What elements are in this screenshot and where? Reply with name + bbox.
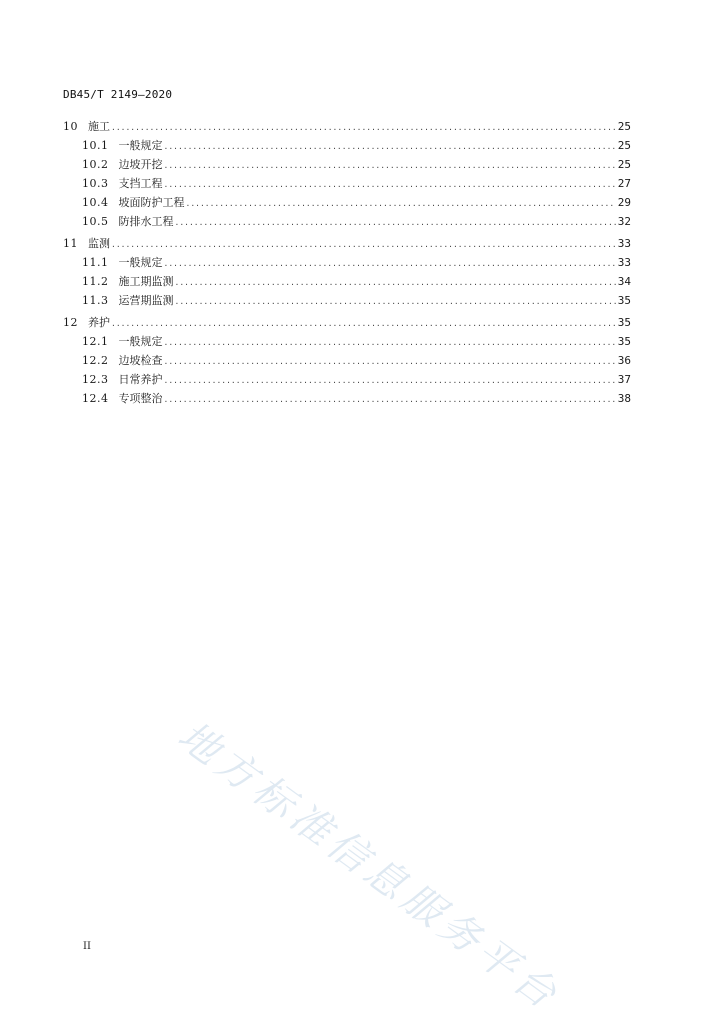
toc-chapter-title: 养护 xyxy=(88,316,110,329)
toc-page-number: 36 xyxy=(617,354,631,367)
toc-section-number: 11.1 xyxy=(82,256,109,269)
toc-leader-dots xyxy=(164,156,617,175)
toc-chapter-11[interactable] xyxy=(63,234,631,253)
toc-page-number: 35 xyxy=(617,335,631,348)
toc-leader-dots xyxy=(164,254,617,273)
toc-section-number: 12.3 xyxy=(82,373,109,386)
toc-page-number: 37 xyxy=(617,373,631,386)
toc-leader-dots xyxy=(175,292,617,311)
toc-page-number: 25 xyxy=(617,158,631,171)
toc-leader-dots xyxy=(111,314,616,333)
toc-leader-dots xyxy=(175,213,617,232)
toc-page-number: 38 xyxy=(617,392,631,405)
toc-section-number: 10.3 xyxy=(82,177,109,190)
toc-page-number: 35 xyxy=(617,294,631,307)
toc-section-10-4[interactable] xyxy=(63,193,631,212)
toc-section-title: 一般规定 xyxy=(118,139,163,152)
toc-section-number: 10.4 xyxy=(82,196,109,209)
toc-section-title: 边坡检查 xyxy=(118,354,163,367)
toc-section-12-4[interactable] xyxy=(63,389,631,408)
toc-page-number: 29 xyxy=(617,196,631,209)
toc-section-number: 12.1 xyxy=(82,335,109,348)
toc-page-number: 34 xyxy=(617,275,631,288)
toc-section-title: 一般规定 xyxy=(118,335,163,348)
toc-page-number: 32 xyxy=(617,215,631,228)
toc-section-11-1[interactable] xyxy=(63,253,631,272)
table-of-contents xyxy=(63,117,631,408)
toc-page-number: 33 xyxy=(617,256,631,269)
document-id-header: DB45/T 2149—2020 xyxy=(63,88,173,101)
toc-section-title: 施工期监测 xyxy=(118,275,174,288)
toc-section-12-2[interactable] xyxy=(63,351,631,370)
toc-section-title: 防排水工程 xyxy=(118,215,174,228)
toc-page-number: 27 xyxy=(617,177,631,190)
toc-section-title: 一般规定 xyxy=(118,256,163,269)
toc-leader-dots xyxy=(164,371,617,390)
toc-section-number: 10.1 xyxy=(82,139,109,152)
toc-leader-dots xyxy=(186,194,617,213)
toc-leader-dots xyxy=(175,273,617,292)
toc-section-number: 12.2 xyxy=(82,354,109,367)
watermark-text: 地方标准信息服务平台 xyxy=(169,712,569,1021)
toc-leader-dots xyxy=(164,352,617,371)
toc-chapter-title: 施工 xyxy=(88,120,110,133)
toc-page-number: 33 xyxy=(617,237,631,250)
toc-chapter-number: 11 xyxy=(63,237,78,250)
toc-page-number: 35 xyxy=(617,316,631,329)
toc-section-title: 坡面防护工程 xyxy=(118,196,185,209)
toc-section-number: 11.3 xyxy=(82,294,109,307)
toc-section-title: 日常养护 xyxy=(118,373,163,386)
toc-leader-dots xyxy=(164,333,617,352)
toc-section-11-2[interactable] xyxy=(63,272,631,291)
toc-section-10-5[interactable] xyxy=(63,212,631,231)
toc-page-number: 25 xyxy=(617,139,631,152)
toc-section-title: 支挡工程 xyxy=(118,177,163,190)
toc-chapter-10[interactable] xyxy=(63,117,631,136)
toc-section-10-2[interactable] xyxy=(63,155,631,174)
toc-section-title: 边坡开挖 xyxy=(118,158,163,171)
toc-chapter-12[interactable] xyxy=(63,313,631,332)
toc-chapter-title: 监测 xyxy=(88,237,110,250)
toc-section-11-3[interactable] xyxy=(63,291,631,310)
toc-section-12-1[interactable] xyxy=(63,332,631,351)
toc-section-number: 11.2 xyxy=(82,275,109,288)
toc-chapter-number: 10 xyxy=(63,120,78,133)
toc-section-title: 运营期监测 xyxy=(118,294,174,307)
toc-section-10-1[interactable] xyxy=(63,136,631,155)
toc-leader-dots xyxy=(164,137,617,156)
page-number-footer: II xyxy=(83,941,91,952)
toc-section-10-3[interactable] xyxy=(63,174,631,193)
toc-leader-dots xyxy=(111,235,616,254)
toc-section-number: 10.5 xyxy=(82,215,109,228)
toc-page-number: 25 xyxy=(617,120,631,133)
toc-leader-dots xyxy=(164,390,617,409)
toc-section-number: 10.2 xyxy=(82,158,109,171)
toc-section-title: 专项整治 xyxy=(118,392,163,405)
toc-chapter-number: 12 xyxy=(63,316,78,329)
toc-leader-dots xyxy=(164,175,617,194)
toc-leader-dots xyxy=(111,118,616,137)
toc-section-number: 12.4 xyxy=(82,392,109,405)
toc-section-12-3[interactable] xyxy=(63,370,631,389)
